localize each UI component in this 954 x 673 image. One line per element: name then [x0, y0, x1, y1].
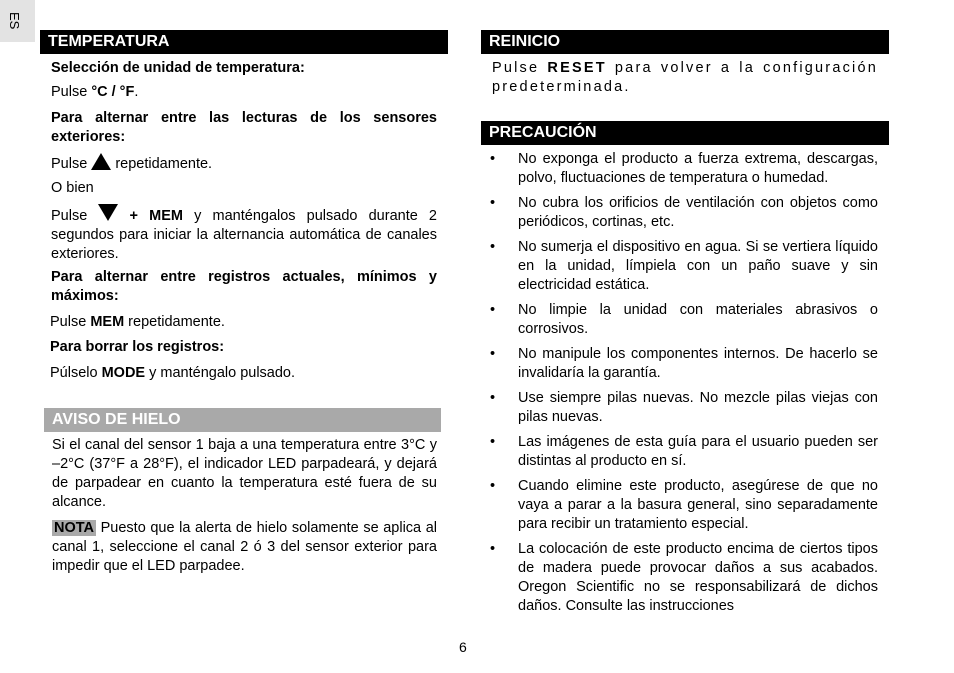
list-item: • No exponga el producto a fuerza extrema, descargas, polvo, fluctuaciones de temperatura o humedad. [490, 151, 878, 186]
triangle-up-icon [91, 153, 111, 170]
list-item: • Cuando elimine este producto, asegúrese de que no vaya a parar a la basura general, sino separadamente para recibir un tratamiento especial. [490, 478, 878, 532]
list-item: • No cubra los orificios de ventilación con objetos como periódicos, cortinas, etc. [490, 195, 878, 230]
or-text: O bien [51, 180, 94, 196]
list-item: • Use siempre pilas nuevas. No mezcle pilas viejas con pilas nuevas. [490, 390, 878, 425]
list-item: • La colocación de este producto encima de ciertos tipos de madera puede provocar daños a sus acabados. Oregon Scientific no se responsabilizará de dichos daños. Consulte las instrucciones [490, 541, 878, 614]
precaucion-list [490, 150, 878, 622]
note-label: NOTA [54, 520, 95, 536]
reinicio-text: Pulse RESET para volver a la configuración predeterminada. [492, 60, 878, 95]
language-label: ES [7, 12, 22, 30]
triangle-down-icon [98, 204, 118, 221]
list-item: • No sumerja el dispositivo en agua. Si se vertiera líquido en la unidad, límpiela con un paño suave y sin electricidad estática. [490, 239, 878, 293]
switch-sensors-title: Para alternar entre las lecturas de los sensores exteriores: [51, 110, 437, 145]
precaucion-heading: PRECAUCIÓN [481, 121, 889, 145]
aviso-note: NOTA Puesto que la alerta de hielo solamente se aplica al canal 1, seleccione el canal 2 ó 3 del sensor exterior para impedir que el LED parpadee. [52, 520, 437, 574]
list-item: • No limpie la unidad con materiales abrasivos o corrosivos. [490, 302, 878, 337]
unit-selection-title: Selección de unidad de temperatura: [51, 60, 305, 76]
list-item: • Las imágenes de esta guía para el usuario pueden ser distintas al producto en sí. [490, 434, 878, 469]
reinicio-heading: REINICIO [481, 30, 889, 54]
unit-key: °C / °F [91, 84, 135, 100]
auto-switch-text: Pulse + MEM y manténgalos pulsado durante 2 segundos para iniciar la alternancia automática de canales exteriores. [51, 204, 437, 264]
unit-selection-text: Pulse °C / °F. [51, 84, 139, 100]
temperatura-heading: TEMPERATURA [40, 30, 448, 54]
mem-key: MEM [149, 208, 183, 224]
switch-sensors-text: Pulse repetidamente. [51, 153, 437, 174]
aviso-heading: AVISO DE HIELO [44, 408, 441, 432]
language-tab [0, 0, 35, 42]
list-item: • No manipule los componentes internos. De hacerlo se invalidaría la garantía. [490, 346, 878, 381]
reset-key: RESET [547, 60, 607, 76]
clear-records-title: Para borrar los registros: [50, 339, 225, 355]
clear-records-text: Púlselo MODE y manténgalo pulsado. [50, 365, 296, 381]
records-title: Para alternar entre registros actuales, mínimos y máximos: [51, 269, 437, 304]
page-number: 6 [459, 639, 467, 655]
aviso-body: Si el canal del sensor 1 baja a una temperatura entre 3°C y –2°C (37°F a 28°F), el indicador LED parpadeará, y dejará de parpadear en cuanto la temperatura esté fuera de su alcance. [52, 437, 437, 510]
records-text: Pulse MEM repetidamente. [50, 314, 225, 330]
